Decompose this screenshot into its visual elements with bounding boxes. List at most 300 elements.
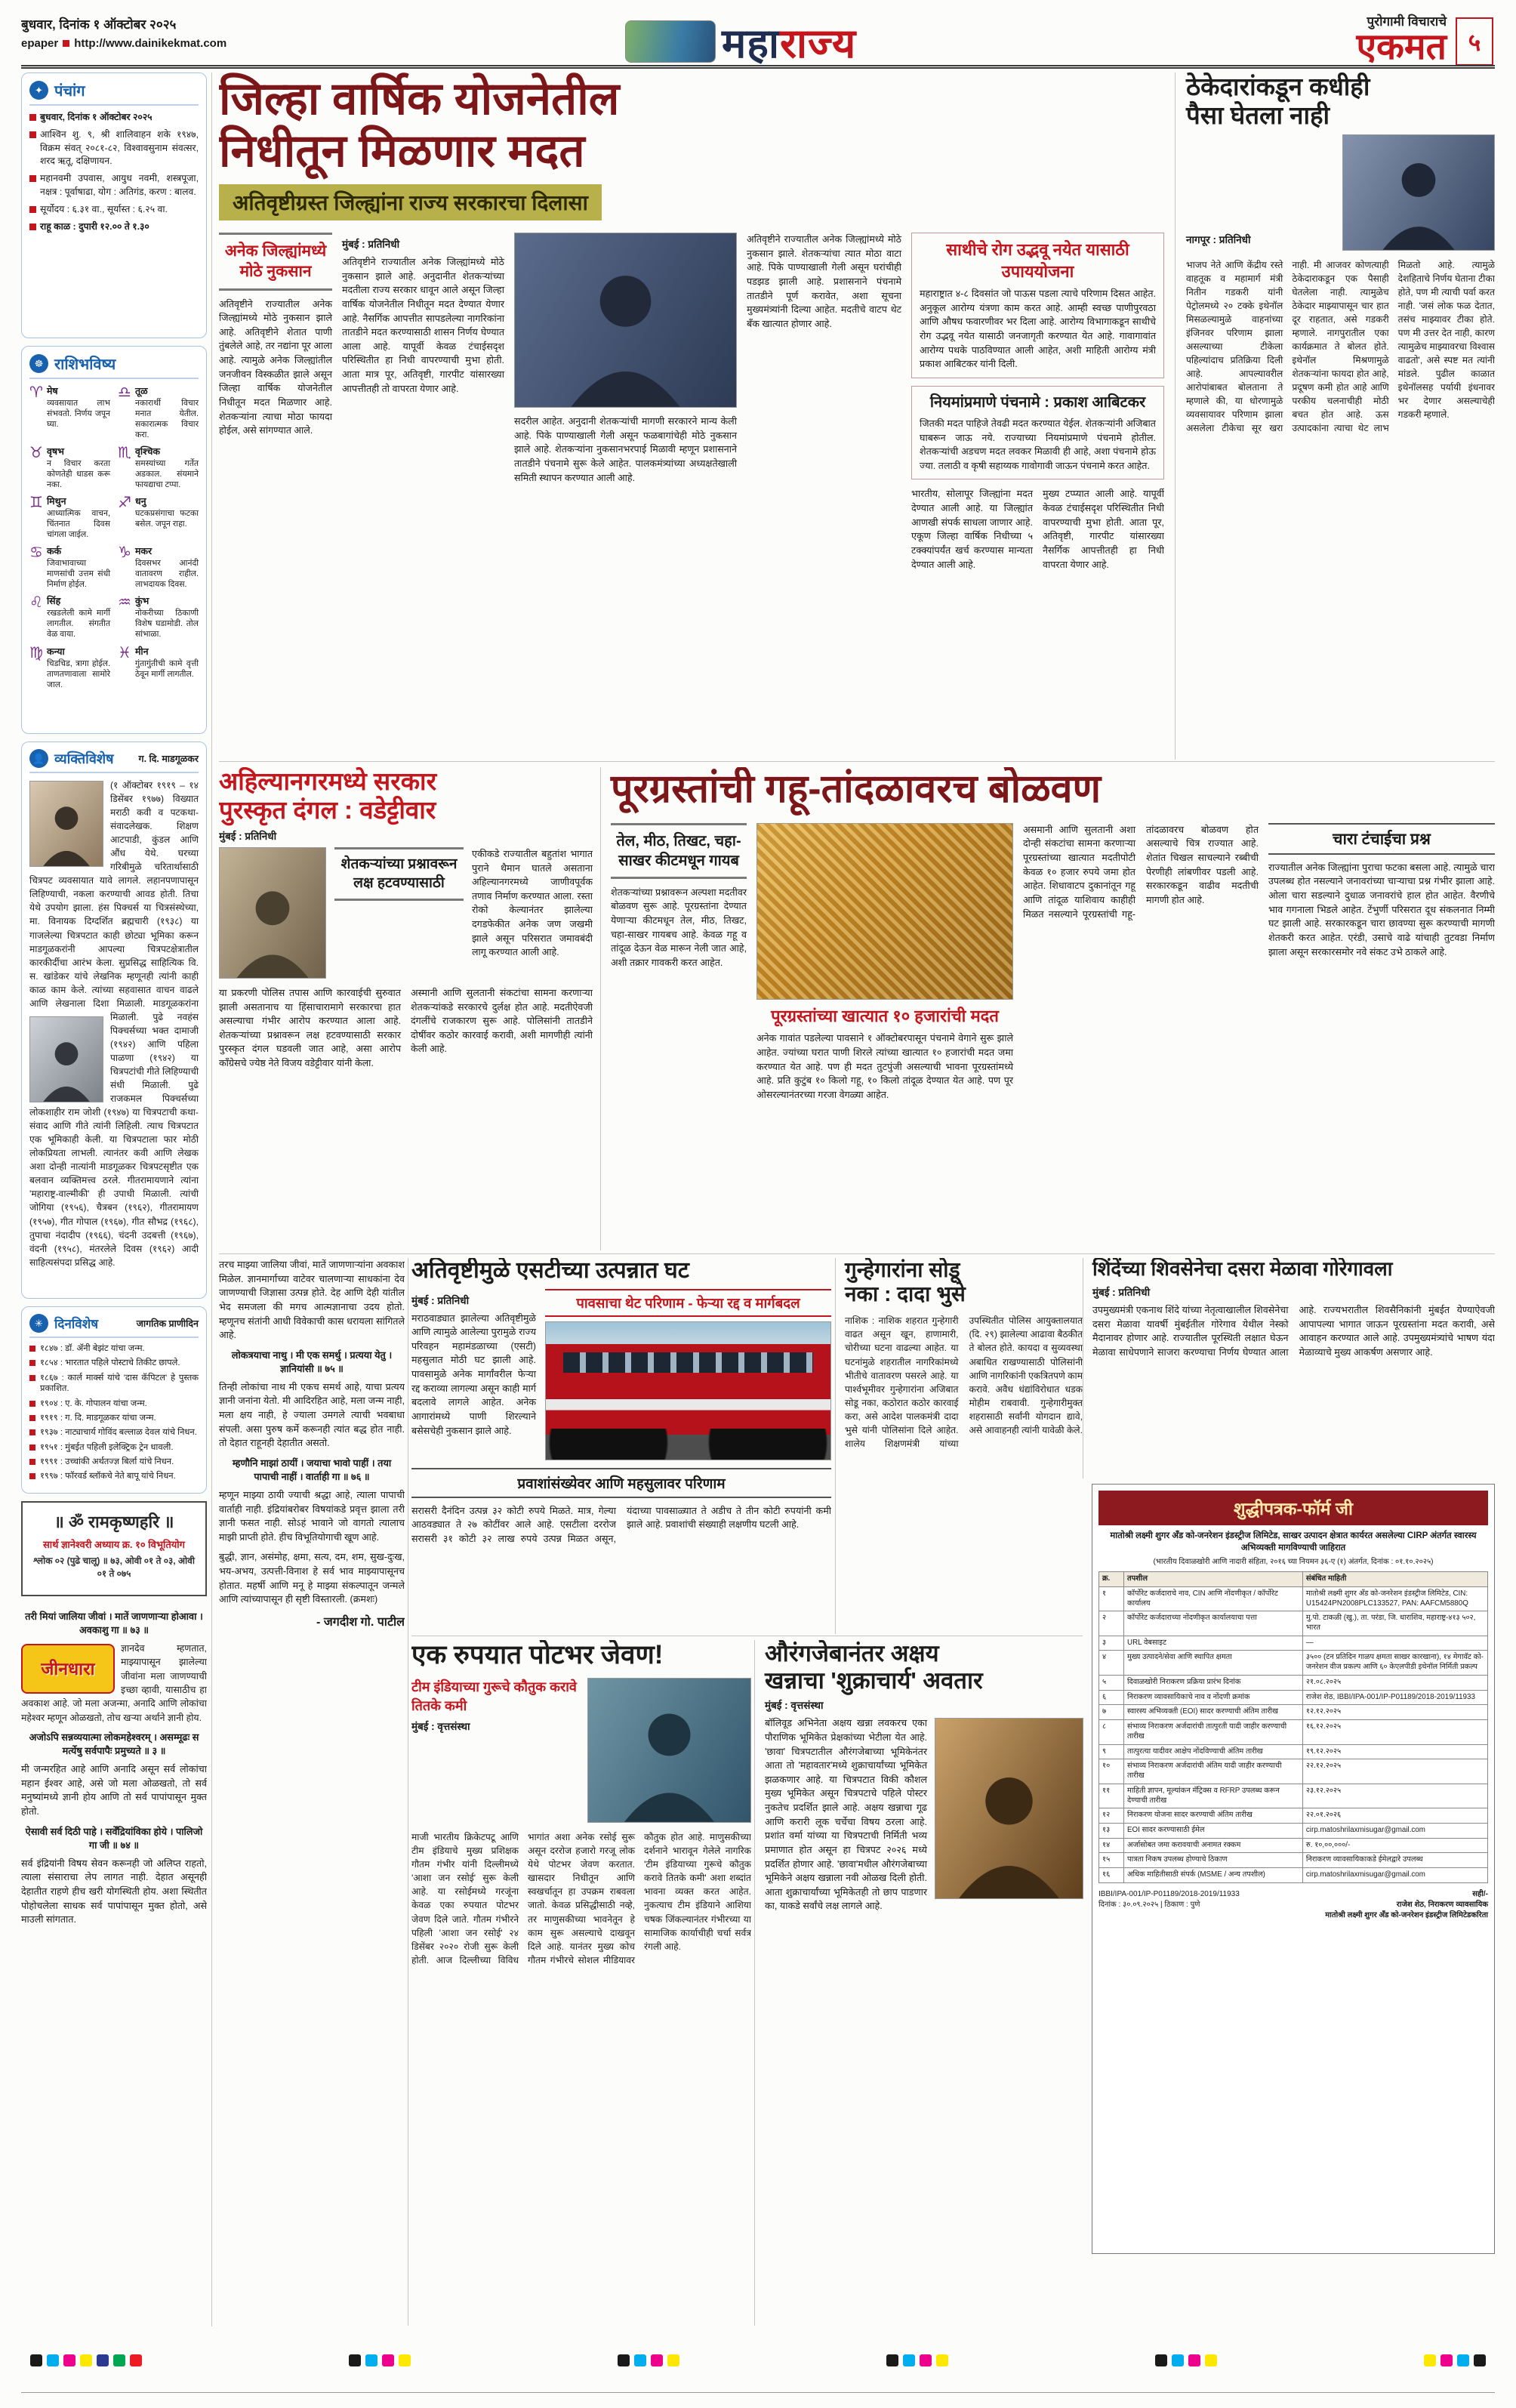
cell-no: ७ bbox=[1099, 1705, 1124, 1720]
cell-label: अधिक माहितीसाठी संपर्क (MSME / अन्य तपशील) bbox=[1124, 1868, 1303, 1883]
zodiac-cell bbox=[47, 594, 110, 640]
box-body: महाराष्ट्रात ४-८ दिवसांत जो पाऊस पडला त्याचे परिणाम दिसत आहेत. अनुकूल आरोग्य यंत्रणा काम करत आहे. आम्ही स्वच्छ पाणीपुरवठा आणि औषध फवारणीवर भर दिला आहे. आरोग्य विभागाकडून साथीचे रोग उद्भवू नयेत यासाठी जनजागृती करण्यात येत आहे. गावागावांत आरोग्य पथके पाठविण्यात आली आहेत, अशी माहिती आरोग्य मंत्री प्रकाश आबिटकर यांनी दिली. bbox=[920, 288, 1156, 370]
lead-subhead-box: अनेक जिल्ह्यांमध्ये मोठे नुकसान bbox=[219, 233, 332, 291]
table-row bbox=[1099, 1744, 1488, 1759]
st-body: सरासरी दैनंदिन उत्पन्न ३२ कोटी रुपये मिळते. मात्र, गेल्या आठवड्यात ते २७ कोटींवर आले आहे. एसटीला दररोज सरासरी ३१ कोटी ३२ लाख रुपये उत्पन्न मिळत असून, यंदाच्या पावसाळ्यात ते अडीच ते तीन कोटी रुपयांनी कमी झाले आहे. प्रवाशांची संख्याही लक्षणीय घटली आहे. bbox=[411, 1505, 831, 1544]
cell-label: तात्पुरत्या यादीवर आक्षेप नोंदविण्याची अंतिम तारीख bbox=[1124, 1744, 1303, 1759]
black-mark-icon bbox=[1155, 2354, 1167, 2366]
zodiac-cell bbox=[135, 594, 199, 640]
zodiac-item bbox=[118, 544, 199, 590]
corrigendum-notice bbox=[1092, 1484, 1495, 2254]
magenta-mark-icon bbox=[920, 2354, 932, 2366]
bhuse-headline-line1: गुन्हेगारांना सोडू bbox=[845, 1258, 960, 1281]
epaper-label[interactable]: epaper bbox=[21, 37, 59, 50]
st-subhead: प्रवाशांसंख्येवर आणि महसुलावर परिणाम bbox=[411, 1468, 831, 1498]
black-mark-icon bbox=[618, 2354, 630, 2366]
lead-col-1 bbox=[219, 233, 332, 572]
cell-value: २२.१२.२०२५ bbox=[1302, 1759, 1487, 1784]
zodiac-name: तूळ bbox=[134, 386, 148, 396]
day-item bbox=[29, 1373, 199, 1395]
gambhir-photo bbox=[587, 1678, 751, 1823]
bullet-icon bbox=[63, 40, 69, 47]
zodiac-cell bbox=[135, 384, 199, 440]
zodiac-text: आध्यात्मिक वाचन, चिंतनात दिवस चांगला जाईल. bbox=[46, 509, 110, 540]
table-row bbox=[1099, 1808, 1488, 1824]
zodiac-text: रखडलेली कामे मार्गी लागतील. संगतीत वेळ वाया. bbox=[46, 609, 110, 640]
day-item-text: १८५४ : भारतात पहिले पोस्टाचे तिकीट छापले. bbox=[40, 1358, 180, 1368]
zodiac-wheel-icon: ☸ bbox=[29, 354, 48, 373]
cell-value: cirp.matoshrilaxmisugar@gmail.com bbox=[1302, 1868, 1487, 1883]
panchang-box bbox=[21, 72, 207, 338]
zodiac-text: दिवसभर आनंदी वातावरण राहील. लाभदायक दिवस. bbox=[134, 559, 199, 590]
color-mark-group bbox=[886, 2354, 948, 2366]
tagline: पुरोगामी विचाराचे bbox=[1367, 14, 1447, 29]
yellow-mark-icon bbox=[936, 2354, 948, 2366]
cell-value: १६.१२.२०२५ bbox=[1302, 1720, 1487, 1744]
table-row bbox=[1099, 1823, 1488, 1838]
flood-col-2 bbox=[756, 823, 1013, 1102]
page-number: ५ bbox=[1456, 17, 1493, 66]
panchang-header bbox=[29, 80, 199, 106]
day-item bbox=[29, 1343, 199, 1355]
zodiac-item bbox=[118, 495, 199, 540]
zodiac-name: मिथुन bbox=[46, 496, 66, 507]
lead-col-4 bbox=[747, 233, 901, 572]
jeendhara-logo bbox=[21, 1644, 115, 1694]
table-row bbox=[1099, 1759, 1488, 1784]
bio-paragraph: (१ ऑक्टोबर १९१९ – १४ डिसेंबर १९७७) विख्यात मराठी कवी व पटकथा-संवादलेखक. शिक्षण आटपाडी, कुंडल आणि औंध येथे. घरच्या गरिबीमुळे चरितार्थासाठी चित्रपट व्यवसायात यावे लागले. लहानपणापासून लिहिण्याची, नकला करण्याची आवड होती. तिचा येथे उपयोग झाला. हंस पिक्चर्स या चित्रसंस्थेच्या, मा. विनायक दिग्दर्शित ब्रह्मचारी (१९३८) या गाजलेल्या चित्रपटात काही छोट्या भूमिका करून माडगूळकरांनी आपल्या चित्रपटक्षेत्रातील कारकीर्दीचा आरंभ केला. सुप्रसिद्ध साहित्यिक वि. स. खांडेकर यांचे लेखनिक म्हणूनही त्यांनी काही काळ काम केले. त्यांच्या सहवासात वाचन वाढले आणि लेखनाला दिशा मिळाली. bbox=[29, 780, 199, 1009]
panchang-line bbox=[29, 111, 199, 125]
bullet-icon bbox=[29, 1360, 35, 1366]
zodiac-cell bbox=[135, 645, 199, 690]
zodiac-item bbox=[29, 594, 110, 640]
zodiac-grid bbox=[29, 384, 199, 690]
zodiac-name: मेष bbox=[46, 386, 58, 396]
gadkari-photo bbox=[1342, 134, 1495, 251]
cell-label: मुख्य उत्पादने/सेवा आणि स्थापित क्षमता bbox=[1124, 1651, 1303, 1675]
magenta-mark-icon bbox=[1188, 2354, 1200, 2366]
zodiac-name: कन्या bbox=[46, 646, 65, 657]
gadkari-body: भाजप नेते आणि केंद्रीय रस्ते वाहतूक व महामार्ग मंत्री नितीन गडकरी यांनी पेट्रोलमध्ये २० टक्के इथेनॉल मिसळल्यामुळे वाहनांच्या इंजिनवर परिणाम झाला असल्याच्या टीकेला पहिल्यांदाच प्रतिक्रिया दिली आहे. आपल्यावरील आरोपांबाबत बोलताना ते म्हणाले की, या धोरणामुळे व्यवसायावर परिणाम झाला असलेला टीकेचा सूर खरा नाही. मी आजवर कोणत्याही ठेकेदाराकडून एक पैसाही घेतलेला नाही. त्यामुळेच ठेकेदार माझ्यापासून चार हात दूर राहतात, असे गडकरी म्हणाले. नागपुरातील एका कार्यक्रमात ते बोलत होते. इथेनॉल मिश्रणामुळे शेतकऱ्यांना फायदा होत आहे, प्रदूषण कमी होत आहे आणि परकीय चलनाचीही मोठी बचत होत आहे. ऊस उत्पादकांना त्याचा थेट लाभ मिळतो आहे. त्यामुळे देशहिताचे निर्णय घेताना टीका होते, पण मी त्याची पर्वा करत नाही. 'जसं लोक फळ देतात, तसंच माझ्यावर टीका होते. पण मी उत्तर देत नाही, कारण त्यामुळेच माझ्यावरचा विश्वास वाढतो', असे स्पष्ट मत त्यांनी मांडले. पुढील काळात इथेनॉलसह पर्यायी इंधनावर भर देणार असल्याचेही गडकरी म्हणाले. bbox=[1186, 259, 1495, 434]
panchang-line bbox=[29, 172, 199, 199]
cell-label: URL वेबसाइट bbox=[1124, 1636, 1303, 1651]
flood-col-3 bbox=[1023, 823, 1259, 1102]
akshaye-headline-line1: औरंगजेबानंतर अक्षय bbox=[765, 1640, 939, 1666]
horoscope-header bbox=[29, 353, 199, 379]
cyan-mark-icon bbox=[1172, 2354, 1184, 2366]
website-link[interactable]: http://www.dainikekmat.com bbox=[74, 37, 227, 50]
byline: मुंबई : प्रतिनिधी bbox=[219, 830, 277, 842]
cell-label: पात्रता निकष उपलब्ध होण्याचे ठिकाण bbox=[1124, 1853, 1303, 1868]
cell-value: २३.१२.२०२५ bbox=[1302, 1784, 1487, 1808]
cell-no: ४ bbox=[1099, 1651, 1124, 1675]
sagittarius-icon: ♐ bbox=[118, 495, 131, 512]
day-item-text: १९१९ : ग. दि. माडगूळकर यांचा जन्म. bbox=[40, 1414, 156, 1423]
article-lead bbox=[219, 72, 1164, 760]
shloka: अजोऽपि सन्नव्ययात्मा लोकमहेश्वरम् । असम्मूढः स मर्त्येषु सर्वपापैः प्रमुच्यते ॥ ३ ॥ bbox=[29, 1731, 199, 1757]
zodiac-text: चिडचिड, त्रागा होईल. ताणतणावाला सामोरे जाल. bbox=[46, 658, 110, 689]
dasara-headline: शिंदेंच्या शिवसेनेचा दसरा मेळावा गोरेगावला bbox=[1092, 1258, 1393, 1280]
day-special-title: दिनविशेष bbox=[54, 1317, 99, 1331]
bullet-icon bbox=[29, 206, 36, 213]
aries-icon: ♈ bbox=[29, 384, 43, 401]
st-col-2 bbox=[545, 1289, 831, 1460]
black-mark-icon bbox=[349, 2354, 361, 2366]
lead-headline-line2: निधीतून मिळणार मदत bbox=[219, 125, 585, 176]
devotional-paragraph: तिन्ही लोकांचा नाथ मी एकच समर्थ आहे, याचा प्रत्यय ज्ञानी जनांना येतो. मी आदिरहित आहे, मला जन्म नाही, मला क्षय नाही, हे ज्याला उमगले त्याची भवबाधा संपली. असा पुरुष कर्मे करूनही त्यांत बद्ध होत नाही. तो देहात राहूनही देहातीत असतो. bbox=[219, 1381, 405, 1449]
table-row bbox=[1099, 1838, 1488, 1853]
zodiac-text: घटकप्रसंगाचा फटका बसेल. जपून राहा. bbox=[134, 509, 199, 529]
cell-label: संभाव्य निराकरण अर्जदारांची तात्पुरती यादी जाहीर करण्याची तारीख bbox=[1124, 1720, 1303, 1744]
cyan-mark-icon bbox=[47, 2354, 59, 2366]
day-item bbox=[29, 1413, 199, 1424]
bhuse-body: नाशिक : नाशिक शहरात गुन्हेगारी वाढत असून खून, हाणामारी, चोरीच्या घटना वाढल्या आहेत. या घटनांमुळे शहरातील नागरिकांमध्ये भीतीचे वातावरण पसरले आहे. या पार्श्वभूमीवर गुन्हेगारांना अजिबात सोडू नका, कठोरात कठोर कारवाई करा, असे आदेश पालकमंत्री दादा भुसे यांनी पोलिसांना दिले आहेत. शालेय शिक्षणमंत्री यांच्या उपस्थितीत पोलिस आयुक्तालयात (दि. २९) झालेल्या आढावा बैठकीत ते बोलत होते. कायदा व सुव्यवस्था अबाधित राखण्यासाठी पोलिसांनी आणि नागरिकांनी एकत्रितपणे काम करावे. अवैध धंद्यांविरोधात धडक मोहीम राबवावी. गुन्हेगारीमुक्त शहरासाठी सर्वांनी योगदान द्यावे, असे आवाहनही त्यांनी यावेळी केले. bbox=[845, 1315, 1083, 1449]
yellow-mark-icon bbox=[80, 2354, 92, 2366]
zodiac-name: कर्क bbox=[46, 546, 62, 557]
header-value: संबंधित माहिती bbox=[1302, 1572, 1487, 1587]
lead-body: अतिवृष्टीने राज्यातील अनेक जिल्ह्यांमध्ये मोठे नुकसान झाले. शेतकऱ्यांचा त्यात मोठा वाटा आहे. पिके पाण्याखाली गेली असून घरांचीही पडझड झाली आहे. प्रशासनाने पंचनामे तातडीने पूर्ण करावेत, अशा सूचना मुख्यमंत्र्यांनी दिल्या आहेत. मदतीचे वाटप थेट बँक खात्यात होणार आहे. bbox=[747, 234, 901, 329]
ovi-verse: ऐसावी सर्व दिठी पाहे । सर्वेंद्रियांविका होये । पालिजो गा जी ॥ ७४ ॥ bbox=[25, 1825, 203, 1851]
byline: मुंबई : प्रतिनिधी bbox=[1092, 1286, 1151, 1298]
bullet-icon bbox=[29, 1429, 35, 1435]
zodiac-item bbox=[29, 495, 110, 540]
notice-sign-block bbox=[1325, 1889, 1488, 1921]
bio-paragraph: माडगूळकरांना मिळाली. पुढे नवहंस पिक्चर्सच्या भक्त दामाजी (१९४२) आणि पहिला पाळणा (१९४२) या चित्रपटांची गीते लिहिण्याची संधी मिळाली. पुढे राजकमल पिक्चर्सच्या लोकशाहीर राम जोशी (१९४७) या चित्रपटाची कथा-संवाद आणि गीते त्यांनी लिहिली. त्याच चित्रपटात एक भूमिकाही केली. या चित्रपटाला फार मोठी लोकप्रियता लाभली. त्यानंतर कवी आणि लेखक अशा दोन्ही नात्यांनी माडगूळकर चित्रपटसृष्टीत एक बलवान व्यक्तिमत्त्व ठरले. गीतरामायणाने त्यांना 'महाराष्ट्र-वाल्मीकी' ही उपाधी मिळाली. त्यांची जोगिया (१९५६), चैत्रबन (१९६२), गीतरामायण (१९५७), गीत गोपाल (१९६७), गीत सौभद्र (१९६८), तुपाचा नंदादीप (१९६६), चंदनी उदबत्ती (१९६७), वंदनी (१९५८), मंतरलेले दिवस (१९६२) आदी साहित्यसंपदा प्रसिद्ध आहे. bbox=[29, 997, 199, 1268]
notice-signer: राजेश शेठ, निराकरण व्यावसायिक bbox=[1396, 1900, 1488, 1909]
yellow-mark-icon bbox=[1205, 2354, 1217, 2366]
st-col-1 bbox=[411, 1289, 536, 1460]
gemini-icon: ♊ bbox=[29, 495, 43, 512]
bullet-icon bbox=[29, 1375, 35, 1381]
panchang-text: महानवमी उपवास, आयुध नवमी, शस्त्रपूजा, नक्षत्र : पूर्वाषाढा, योग : अतिगंड, करण : बालव. bbox=[40, 173, 199, 198]
cell-no: २ bbox=[1099, 1611, 1124, 1636]
header-no: क्र. bbox=[1099, 1572, 1124, 1587]
panchang-line bbox=[29, 220, 199, 234]
yellow-mark-icon bbox=[1424, 2354, 1436, 2366]
zodiac-name: वृषभ bbox=[46, 446, 64, 458]
food-headline: एक रुपयात पोटभर जेवण! bbox=[411, 1640, 664, 1670]
aid-subhead: पूरग्रस्तांच्या खात्यात १० हजारांची मदत bbox=[771, 1006, 999, 1025]
cancer-icon: ♋ bbox=[29, 544, 43, 562]
day-special-subtitle: जागतिक प्राणीदिन bbox=[136, 1318, 199, 1329]
libra-icon: ♎ bbox=[118, 384, 131, 401]
article-st-revenue bbox=[411, 1258, 831, 1634]
devotional-author: - जगदीश गो. पाटील bbox=[316, 1615, 405, 1629]
jeendhara-logo-text: जीनधारा bbox=[41, 1658, 95, 1679]
byline: मुंबई : वृत्तसंस्था bbox=[411, 1720, 470, 1732]
day-special-box bbox=[21, 1306, 207, 1494]
food-strap-col bbox=[411, 1678, 578, 1823]
scorpio-icon: ♏ bbox=[118, 445, 131, 462]
byline: नागपूर : प्रतिनिधी bbox=[1186, 233, 1251, 245]
column-rule bbox=[754, 1640, 755, 2326]
person-special-title: व्यक्तिविशेष bbox=[54, 751, 114, 766]
zodiac-cell bbox=[47, 384, 110, 440]
page-header bbox=[21, 11, 1495, 69]
cell-no: १२ bbox=[1099, 1808, 1124, 1824]
day-item-text: १९९७ : फॉरवर्ड ब्लॉकचे नेते बापू यांचे निधन. bbox=[40, 1472, 176, 1481]
bullet-icon bbox=[29, 224, 36, 230]
panchang-text: बुधवार, दिनांक १ ऑक्टोबर २०२५ bbox=[40, 112, 153, 122]
flood-body: राज्यातील अनेक जिल्ह्यांना पुराचा फटका बसला आहे. त्यामुळे चारा उपलब्ध होत नसल्याने जनावरांच्या चाऱ्याचा प्रश्न गंभीर झाला आहे. ओला चारा सडल्याने दुधाळ जनावरांचे हाल होत आहेत. वैरणीचे भाव गगनाला भिडले आहेत. टेंभुर्णी परिसरात दूध संकलनात निम्मी घट झाली आहे. सरकारकडून चारा छावण्या सुरू करण्याची मागणी शेतकरी करत आहेत. एरंडी, उसाचे वाढे यांचाही तुटवडा निर्माण झाला असून सरकारसमोर नवे संकट उभे ठाकले आहे. bbox=[1268, 862, 1495, 957]
cell-label: EOI सादर करण्यासाठी ईमेल bbox=[1124, 1823, 1303, 1838]
cyan-mark-icon bbox=[1457, 2354, 1469, 2366]
cell-no: १५ bbox=[1099, 1853, 1124, 1868]
zodiac-text: नोकरीच्या ठिकाणी विशेष घडामोडी. तोल सांभाळा. bbox=[134, 609, 199, 640]
cell-value: २१.०८.२०२५ bbox=[1302, 1675, 1487, 1690]
wadettiwar-subhead: शेतकऱ्यांच्या प्रश्नावरून लक्ष हटवण्यासाठी bbox=[334, 847, 464, 901]
wadettiwar-body: या प्रकरणी पोलिस तपास आणि कारवाईची सुरुवात झाली असतानाच या हिंसाचारामागे सरकारचा हात असल्याचा गंभीर आरोप करण्यात आला आहे. शेतकऱ्यांच्या प्रश्नावरून लक्ष हटवण्यासाठी सरकार पुरस्कृत दंगल घडवली जात आहे, असा आरोप काँग्रेसचे ज्येष्ठ नेते विजय वडेट्टीवार यांनी केला. bbox=[219, 987, 401, 1068]
akshaye-body-wrap bbox=[765, 1716, 1083, 1913]
ram-subtitle: सार्थ ज्ञानेश्वरी अध्याय क्र. १० विभूतियोग bbox=[43, 1539, 185, 1550]
day-item-text: १९५१ : मुंबईत पहिली इलेक्ट्रिक ट्रेन धावली. bbox=[40, 1442, 174, 1452]
devotional-column-1 bbox=[21, 1604, 207, 2314]
color-mark-group bbox=[30, 2354, 142, 2366]
zodiac-item bbox=[118, 445, 199, 490]
zodiac-cell bbox=[47, 495, 110, 540]
health-measures-box bbox=[911, 233, 1164, 378]
lead-col-2 bbox=[342, 233, 504, 572]
zodiac-text: व्यवसायात लाभ संभवतो. निर्णय जपून घ्या. bbox=[46, 399, 110, 430]
zodiac-text: गुंतागुंतीची कामे वृत्ती ठेवून मार्गी लागतील. bbox=[134, 658, 199, 679]
taurus-icon: ♉ bbox=[29, 445, 43, 462]
article-wadettiwar bbox=[219, 767, 593, 1250]
black-mark-icon bbox=[30, 2354, 42, 2366]
devotional-paragraph: ज्ञानदेव म्हणतात, माझ्यापासून झालेल्या जीवांना मला जाणण्याची इच्छा व्हावी, यासाठीच हा अवकाश आहे. जो मला अजन्मा, अनादि आणि लोकांचा महेश्वर म्हणून ओळखतो, तोच खऱ्या अर्थाने ज्ञानी होय. bbox=[21, 1643, 207, 1723]
bullet-icon bbox=[29, 131, 36, 138]
aquarius-icon: ♒ bbox=[118, 594, 131, 612]
lead-col-5 bbox=[911, 233, 1164, 572]
notice-intro-sub: (भारतीय दिवाळखोरी आणि नादारी संहिता, २०१६ च्या नियमन ३६-ए (१) अंतर्गत, दिनांक : ०१.१०.२०२५) bbox=[1153, 1558, 1434, 1567]
horoscope-box bbox=[21, 346, 207, 734]
masthead-image bbox=[625, 20, 716, 63]
lead-body: अतिवृष्टीने राज्यातील अनेक जिल्ह्यांमध्ये मोठे नुकसान झाले आहे. अतिवृष्टीने शेतात पाणी तुंबलेले आहे, तर नद्यांना पूर आला आहे. त्यामुळे अनेक जिल्ह्यांतील जनजीवन विस्कळीत झाले असून जिल्हा वार्षिक योजनेतील निधीतून मदत मिळणार आहे. शेतकऱ्यांना त्याचा मोठा फायदा होईल, असे सांगण्यात आले. bbox=[219, 298, 332, 436]
color-mark-group bbox=[349, 2354, 411, 2366]
color-mark-group bbox=[1155, 2354, 1217, 2366]
masthead bbox=[625, 14, 856, 69]
table-row bbox=[1099, 1611, 1488, 1636]
bullet-icon bbox=[29, 1444, 35, 1451]
akshaye-headline-line2: खन्नाचा 'शुक्राचार्य' अवतार bbox=[765, 1666, 983, 1694]
table-row bbox=[1099, 1705, 1488, 1720]
flood-body: असमानी आणि सुलतानी अशा दोन्ही संकटांचा सामना करणाऱ्या पूरग्रस्तांच्या खात्यात मदतीपोटी केवळ १० हजार रुपये जमा होत आहेत. शिधावाटप दुकानांतून गहू आणि तांदूळ याशिवाय काहीही मिळत नसल्याने पूरग्रस्तांची गहू-तांदळावरच बोळवण होत असल्याचे चित्र राज्यात आहे. शेतांत चिखल साचल्याने रब्बीची पेरणीही लांबणीवर पडली आहे. सरकारकडून वाढीव मदतीची मागणी होत आहे. bbox=[1023, 824, 1259, 920]
table-row bbox=[1099, 1690, 1488, 1705]
zodiac-name: वृश्चिक bbox=[134, 446, 160, 458]
blue-mark-icon bbox=[97, 2354, 109, 2366]
grains-photo bbox=[756, 823, 1013, 1000]
table-row bbox=[1099, 1651, 1488, 1675]
cell-no: १४ bbox=[1099, 1838, 1124, 1853]
table-row bbox=[1099, 1853, 1488, 1868]
akshaye-photo bbox=[935, 1718, 1083, 1899]
lead-body: भारतीय, सोलापूर जिल्ह्यांना मदत देण्यात आली आहे. या जिल्ह्यांत आणखी संपर्क साधला जाणार आहे. एकूण जिल्हा वार्षिक निधीच्या ५ टक्क्यांपर्यंत खर्च करण्यास मान्यता देण्यात आली आहे. bbox=[911, 489, 1033, 570]
day-item bbox=[29, 1358, 199, 1369]
cell-label: कॉर्पोरेट कर्जदाराच्या नोंदणीकृत कार्यालयाचा पत्ता bbox=[1124, 1611, 1303, 1636]
lead-kicker: अतिवृष्टीग्रस्त जिल्ह्यांना राज्य सरकारचा दिलासा bbox=[219, 184, 602, 220]
devotional-paragraph: म्हणून माझ्या ठायी ज्याची श्रद्धा आहे, त्याला पापाची वार्ताही नाही. इंद्रियांबरोबर विषयांकडे प्रवृत्त झाला तरी ज्ञानी फसत नाही. सोऽहं भावाने जो वागतो त्यालाच माझी प्राप्ती होते. हीच विभूतियोगाची खूण आहे. bbox=[219, 1489, 405, 1543]
cell-no: ५ bbox=[1099, 1675, 1124, 1690]
bullet-icon bbox=[29, 1346, 35, 1352]
bottom-rule bbox=[21, 2392, 1495, 2393]
article-bhuse bbox=[835, 1258, 1083, 1634]
ram-title: ॥ ॐ रामकृष्णहरि ॥ bbox=[54, 1512, 174, 1531]
bullet-icon bbox=[29, 175, 36, 182]
lead-col-3 bbox=[514, 233, 737, 572]
zodiac-item bbox=[118, 645, 199, 690]
devotional-paragraph: तरच माझ्या जालिया जीवां, मातें जाणणाऱ्यांना अवकाश मिळेल. ज्ञानमार्गाच्या वाटेवर चालणाऱ्या साधकांना देव जाणण्याची जिज्ञासा उत्पन्न होते. देह आणि देही यांतील भेद समजला की मगच आत्मज्ञानाचा उदय होतो. म्हणूनच संतांनी आधी विवेकाची कास धरायला सांगितले आहे. bbox=[219, 1259, 405, 1341]
color-mark-group bbox=[1424, 2354, 1486, 2366]
section-rule bbox=[219, 1253, 1495, 1254]
person-bio bbox=[29, 779, 199, 1269]
yellow-mark-icon bbox=[399, 2354, 411, 2366]
gadkari-top bbox=[1186, 134, 1495, 251]
wadettiwar-body: एकीकडे राज्यातील बहुतांश भागात पुराने थैमान घातले असताना अहिल्यानगरमध्ये जाणीवपूर्वक तणाव निर्माण करण्यात आला. रस्ता रोको केल्यानंतर झालेल्या दगडफेकीत अनेक जण जखमी झाले असून परिसरात जमावबंदी लागू करण्यात आली आहे. bbox=[472, 848, 593, 958]
dasara-body: उपमुख्यमंत्री एकनाथ शिंदे यांच्या नेतृत्वाखालील शिवसेनेचा दसरा मेळावा यावर्षी मुंबईतील गोरेगाव येथील नेस्को मैदानावर होणार आहे. राज्यातील पूरस्थिती लक्षात घेऊन मेळावा साधेपणाने साजरा करण्याचा निर्णय घेण्यात आला आहे. राज्यभरातील शिवसैनिकांनी मुंबईत येण्याऐवजी आपापल्या भागात जाऊन पूरग्रस्तांना मदत करावी, असे आवाहन करण्यात आले आहे. उपमुख्यमंत्र्यांचे भाषण यंदा मेळाव्याचे मुख्य आकर्षण असणार आहे. bbox=[1092, 1304, 1495, 1358]
cell-value: मातोश्री लक्ष्मी शुगर अँड को-जनरेशन इंडस्ट्रीज लिमिटेड, CIN: U15424PN2008PLC133527, PAN: AAFCM5880Q bbox=[1302, 1586, 1487, 1611]
st-body: मराठवाड्यात झालेल्या अतिवृष्टीमुळे आणि त्यामुळे आलेल्या पुरामुळे राज्य परिवहन महामंडळाच्या (एसटी) महसुलात मोठी घट झाली आहे. पावसामुळे अनेक मार्गांवरील फेऱ्या रद्द कराव्या लागल्या असून काही मार्ग बदलावे लागले आहेत. अनेक आगारांमध्ये पाणी शिरल्याने बसेसचेही नुकसान झाले आहे. bbox=[411, 1312, 536, 1436]
cell-value: राजेश शेठ, IBBI/IPA-001/IP-P01189/2018-2019/11933 bbox=[1302, 1690, 1487, 1705]
table-row bbox=[1099, 1586, 1488, 1611]
ovi-verse: तरी मियां जालिया जीवां । मातें जाणणाऱ्या होआवा । अवकाशु गा ॥ ७३ ॥ bbox=[25, 1611, 203, 1636]
cell-value: — bbox=[1302, 1636, 1487, 1651]
lead-body: सदरील आहेत. अनुदानी शेतकऱ्यांची मागणी सरकारने मान्य केली आहे. पिके पाण्याखाली गेली असून फळबागांचेही मोठे नुकसान झाले आहे. शेतकऱ्यांना नुकसानभरपाई मिळावी म्हणून प्रशासनाने तातडीने पंचनामे सुरू केले आहेत. पालकमंत्र्यांच्या अध्यक्षतेखाली समिती स्थापन करण्यात आली आहे. bbox=[514, 416, 737, 483]
date-line: बुधवार, दिनांक १ ऑक्टोबर २०२५ bbox=[21, 17, 177, 32]
notice-footer bbox=[1098, 1889, 1488, 1921]
person-icon: 👤 bbox=[29, 749, 48, 768]
cell-value: cirp.matoshrilaxmisugar@gmail.com bbox=[1302, 1823, 1487, 1838]
wadettiwar-headline-line2: पुरस्कृत दंगल : वडेट्टीवार bbox=[219, 795, 436, 824]
ramkrishnahari-box bbox=[21, 1501, 207, 1596]
table-header-row bbox=[1099, 1572, 1488, 1587]
calendar-icon: ✦ bbox=[29, 81, 48, 100]
cell-value: रु. १०,००,०००/- bbox=[1302, 1838, 1487, 1853]
cell-label: अर्जासोबत जमा करावयाची अनामत रक्कम bbox=[1124, 1838, 1303, 1853]
devotional-paragraph: सर्व इंद्रियांनी विषय सेवन करूनही जो अलिप्त राहतो, त्याला संसाराचा लेप लागत नाही. देहात असूनही देहातीत राहणे हीच खरी योगस्थिती होय. अशा स्थितीत पोहोचलेला साधक सर्व पापांपासून मुक्त होतो, असे माउली सांगतात. bbox=[21, 1858, 207, 1925]
notice-footnote-block bbox=[1098, 1889, 1240, 1921]
horoscope-title: राशिभविष्य bbox=[54, 356, 116, 373]
zodiac-item bbox=[29, 384, 110, 440]
devotional-paragraph: मी जन्मरहित आहे आणि अनादि असून सर्व लोकांचा महान ईश्वर आहे, असे जो मला ओळखतो, तो सर्व मनुष्यांमध्ये ज्ञानी होय आणि तो सर्व पापांपासून मुक्त होतो. bbox=[21, 1764, 207, 1818]
st-row bbox=[411, 1289, 831, 1460]
notice-sign: सही/- bbox=[1472, 1889, 1488, 1898]
masthead-maha: महा bbox=[722, 21, 780, 66]
byline: मुंबई : वृत्तसंस्था bbox=[765, 1700, 824, 1712]
bullet-icon bbox=[29, 1401, 35, 1407]
table-row bbox=[1099, 1636, 1488, 1651]
cell-no: ८ bbox=[1099, 1720, 1124, 1744]
pisces-icon: ♓ bbox=[118, 644, 131, 661]
person-special-box bbox=[21, 742, 207, 1299]
cell-no: १ bbox=[1099, 1586, 1124, 1611]
madgulkar-portrait-1 bbox=[29, 781, 103, 867]
table-row bbox=[1099, 1720, 1488, 1744]
notice-table bbox=[1098, 1571, 1488, 1883]
day-item-text: १८४७ : डॉ. ॲनी बेझंट यांचा जन्म. bbox=[40, 1344, 145, 1353]
day-special-header bbox=[29, 1314, 199, 1338]
notice-signer-for: मातोश्री लक्ष्मी शुगर अँड को-जनरेशन इंडस्ट्रीज लिमिटेडकरिता bbox=[1325, 1910, 1488, 1919]
notice-footnote: IBBI/IPA-001/IP-P01189/2018-2019/11933 bbox=[1098, 1889, 1240, 1898]
devotional-text bbox=[21, 1642, 207, 1725]
box-body: जितकी मदत पाहिजे तेवढी मदत करण्यात येईल. शेतकऱ्यांनी अजिबात घाबरून जाऊ नये. राज्याच्या नियमांप्रमाणे पंचनामे होतील. शेतकऱ्यांची अडचण मदत लवकर मिळावी ही आहे, अशा पंचनामे होऊ ज्या. तलाठी व कृषी सहाय्यक गावोगावी जाऊन पंचनामे करत आहेत. bbox=[920, 418, 1156, 471]
magenta-mark-icon bbox=[63, 2354, 75, 2366]
green-mark-icon bbox=[113, 2354, 125, 2366]
panchang-title: पंचांग bbox=[54, 83, 85, 100]
bullet-icon bbox=[29, 114, 36, 121]
zodiac-item bbox=[29, 645, 110, 690]
zodiac-item bbox=[29, 445, 110, 490]
cell-label: कॉर्पोरेट कर्जदाराचे नाव, CIN आणि नोंदणीकृत / कॉर्पोरेट कार्यालय bbox=[1124, 1586, 1303, 1611]
wadettiwar-row bbox=[219, 847, 593, 979]
cell-value: १९.१२.२०२५ bbox=[1302, 1744, 1487, 1759]
capricorn-icon: ♑ bbox=[118, 544, 131, 562]
zodiac-cell bbox=[135, 544, 199, 590]
food-strap: टीम इंडियाच्या गुरूचे कौतुक करावे तितके कमी bbox=[411, 1679, 577, 1713]
kit-missing-box: तेल, मीठ, तिखट, चहा-साखर कीटमधून गायब bbox=[611, 823, 747, 879]
food-body: माजी भारतीय क्रिकेटपटू आणि टीम इंडियाचे मुख्य प्रशिक्षक गौतम गंभीर यांनी दिल्लीमध्ये 'आशा जन रसोई' सुरू केली आहे. या रसोईमध्ये गरजूंना केवळ एका रुपयात पोटभर जेवण दिले जाते. गौतम गंभीरने पहिली 'आशा जन रसोई' २४ डिसेंबर २०२० रोजी सुरू केली होती. आज दिल्लीच्या विविध भागांत अशा अनेक रसोई सुरू असून दररोज हजारो गरजू लोक येथे पोटभर जेवण करतात. खासदार निधीतून आणि स्वखर्चातून हा उपक्रम राबवला जातो. केवळ प्रसिद्धीसाठी नव्हे, तर माणुसकीच्या भावनेतून हे काम सुरू असल्याचे दाखवून दिले आहे. यानंतर मुख्य कोच गौतम गंभीरचे सोशल मीडियावर कौतुक होत आहे. माणुसकीच्या दर्शनाने भारावून गेलेले नागरिक 'टीम इंडियाच्या गुरूचे कौतुक करावे तितके कमी' अशा शब्दांत भावना व्यक्त करत आहेत. नुकत्याच टीम इंडियाने आशिया चषक जिंकल्यानंतर गंभीरच्या या सामाजिक कार्याचीही चर्चा सर्वत्र रंगली आहे. bbox=[411, 1832, 751, 1966]
wadettiwar-row2 bbox=[219, 986, 593, 1071]
lead-columns bbox=[219, 233, 1164, 572]
byline: मुंबई : प्रतिनिधी bbox=[411, 1294, 470, 1306]
cell-value: १२.१२.२०२५ bbox=[1302, 1705, 1487, 1720]
gadkari-headline-line2: पैसा घेतला नाही bbox=[1186, 100, 1330, 129]
article-dasara bbox=[1083, 1258, 1495, 1478]
day-item-text: १९९१ : उच्चांकी अर्थतज्ज्ञ बिर्ला यांचे निधन. bbox=[40, 1457, 174, 1467]
panchang-text: सूर्योदय : ६.३१ वा., सूर्यास्त : ६.२५ वा. bbox=[40, 203, 168, 214]
madgulkar-portrait-2 bbox=[29, 1016, 103, 1102]
devotional-paragraph: बुद्धी, ज्ञान, असंमोह, क्षमा, सत्य, दम, शम, सुख-दुःख, भय-अभय, उत्पत्ती-विनाश हे सर्व भाव माझ्यापासूनच होतात. महर्षी आणि मनू हे माझ्या संकल्पातून जन्मले आणि त्यांच्यापासून ही सृष्टी विस्तारली. (क्रमशः) bbox=[219, 1552, 405, 1605]
bhuse-headline-line2: नका : दादा भुसे bbox=[845, 1282, 966, 1306]
day-item bbox=[29, 1442, 199, 1454]
cell-label: स्वारस्य अभिव्यक्ती (EOI) सादर करण्याची अंतिम तारीख bbox=[1124, 1705, 1303, 1720]
fadnavis-photo bbox=[514, 233, 737, 408]
zodiac-cell bbox=[135, 445, 199, 490]
article-gadkari bbox=[1175, 72, 1495, 760]
magenta-mark-icon bbox=[651, 2354, 663, 2366]
flood-col-4 bbox=[1268, 823, 1495, 1102]
devotional-column-2 bbox=[219, 1258, 405, 2326]
cell-value: २२.०१.२०२६ bbox=[1302, 1808, 1487, 1824]
zodiac-cell bbox=[135, 495, 199, 540]
notice-date-place: दिनांक : ३०.०९.२०२५ | ठिकाण : पुणे bbox=[1098, 1900, 1200, 1909]
st-bus-photo bbox=[545, 1321, 831, 1460]
brand-logo: एकमत bbox=[1356, 27, 1447, 67]
zodiac-item bbox=[118, 594, 199, 640]
box-title: साथीचे रोग उद्भवू नयेत यासाठी उपाययोजना bbox=[946, 240, 1129, 281]
article-flood-relief bbox=[600, 767, 1495, 1250]
cell-value: निराकरण व्यावसायिकाकडे ईमेलद्वारे उपलब्ध bbox=[1302, 1853, 1487, 1868]
cell-no: १३ bbox=[1099, 1823, 1124, 1838]
flood-body: अनेक गावांत पडलेल्या पावसाने १ ऑक्टोबरपासून पंचनामे वेगाने सुरू झाले आहेत. ज्यांच्या घरात पाणी शिरले त्यांच्या खात्यात १० हजारांची मदत जमा करण्यात येत आहे. पण ही मदत तुटपुंजी असल्याची भावना पूरग्रस्तांमध्ये आहे. प्रति कुटुंब १० किलो गहू, १० किलो तांदूळ देण्यात येत आहे. पण पूर ओसरल्यानंतरच्या गरजा वेगळ्या आहेत. bbox=[756, 1033, 1013, 1100]
flood-headline: पूरग्रस्तांची गहू-तांदळावरच बोळवण bbox=[611, 767, 1102, 811]
zodiac-text: समस्यांच्या गर्तेत अडकाल. संयमाने फायद्याचा टप्पा. bbox=[134, 459, 199, 490]
color-mark-group bbox=[618, 2354, 679, 2366]
person-name: ग. दि. माडगूळकर bbox=[138, 754, 199, 764]
flood-col-1 bbox=[611, 823, 747, 1102]
zodiac-name: कुंभ bbox=[134, 596, 149, 607]
lead-headline-line1: जिल्हा वार्षिक योजनेतील bbox=[219, 73, 620, 124]
wadettiwar-headline-line1: अहिल्यानगरमध्ये सरकार bbox=[219, 767, 437, 795]
table-row bbox=[1099, 1675, 1488, 1690]
panchang-line bbox=[29, 203, 199, 217]
zodiac-cell bbox=[47, 445, 110, 490]
lead-body: मुख्य टप्प्यात आली आहे. यापूर्वी केवळ टंचाईसदृश परिस्थितीत निधी वापरण्याची मुभा होती. आता पूर, अतिवृष्टी, गारपीट यांसारख्या नैसर्गिक आपत्तीतही हा निधी वापरता येणार आहे. bbox=[1043, 489, 1164, 570]
cell-no: ११ bbox=[1099, 1784, 1124, 1808]
leo-icon: ♌ bbox=[29, 594, 43, 612]
column-rule bbox=[211, 72, 212, 2326]
notice-title: शुद्धीपत्रक-फॉर्म जी bbox=[1098, 1491, 1488, 1525]
zodiac-text: न विचार करता कोणतेही धाडस करू नका. bbox=[46, 459, 110, 490]
day-item-text: १८६७ : कार्ल मार्क्स यांचे 'दास कॅपिटल' हे पुस्तक प्रकाशित. bbox=[40, 1373, 199, 1394]
